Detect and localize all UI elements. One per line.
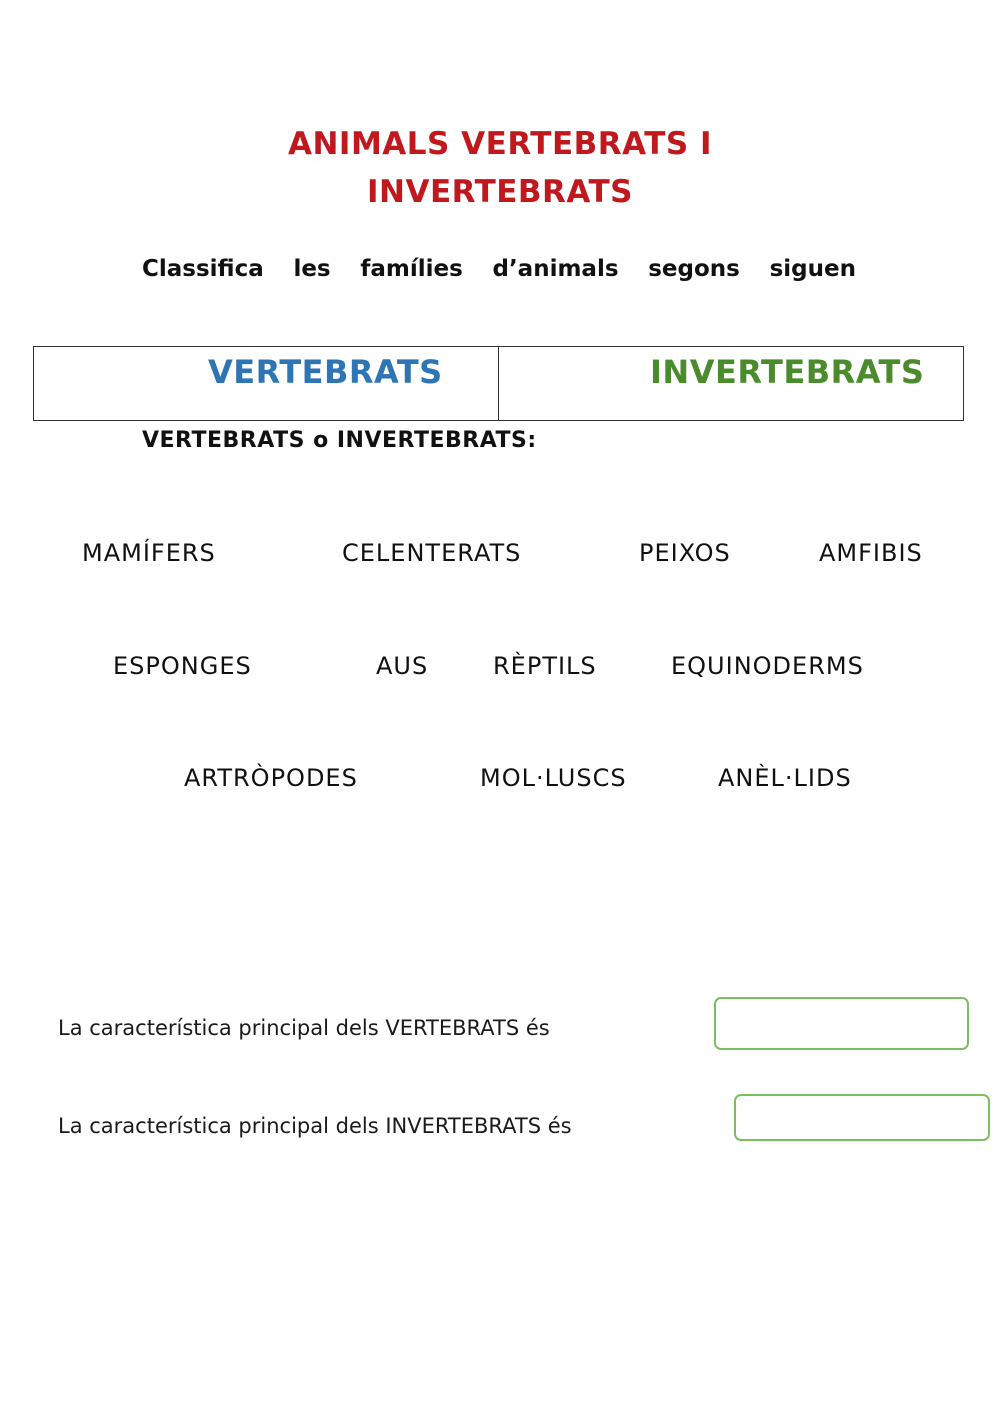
draggable-word-esponges[interactable]: ESPONGES (113, 652, 252, 680)
draggable-word-anellids[interactable]: ANÈL·LIDS (718, 764, 852, 792)
title-line-2: INVERTEBRATS (366, 174, 633, 210)
instruction-word: segons (648, 256, 740, 282)
vertebrats-column-heading: VERTEBRATS (208, 353, 443, 391)
subheading: VERTEBRATS o INVERTEBRATS: (142, 428, 537, 453)
instruction-text (142, 256, 856, 282)
question-invertebrats: La característica principal dels INVERTEBRATS és (58, 1114, 572, 1138)
invertebrats-column-heading: INVERTEBRATS (650, 353, 925, 391)
instruction-word: d’animals (492, 256, 619, 282)
worksheet-title (0, 120, 1000, 216)
draggable-word-aus[interactable]: AUS (376, 652, 429, 680)
instruction-word: famílies (360, 256, 463, 282)
invertebrats-drop-zone[interactable] (498, 347, 963, 420)
draggable-word-celenterats[interactable]: CELENTERATS (342, 539, 522, 567)
draggable-word-amfibis[interactable]: AMFIBIS (819, 539, 923, 567)
draggable-word-peixos[interactable]: PEIXOS (639, 539, 731, 567)
draggable-word-reptils[interactable]: RÈPTILS (493, 652, 597, 680)
instruction-word: siguen (769, 256, 856, 282)
draggable-word-mamifers[interactable]: MAMÍFERS (82, 539, 216, 567)
vertebrats-drop-zone[interactable] (34, 347, 498, 420)
instruction-word: les (293, 256, 331, 282)
draggable-word-artropodes[interactable]: ARTRÒPODES (184, 764, 358, 792)
draggable-word-equinoderms[interactable]: EQUINODERMS (671, 652, 864, 680)
classification-table (33, 346, 964, 421)
answer-field-vertebrats[interactable] (714, 997, 969, 1050)
answer-field-invertebrats[interactable] (734, 1094, 990, 1141)
question-vertebrats: La característica principal dels VERTEBRATS és (58, 1016, 550, 1040)
instruction-word: Classifica (142, 256, 264, 282)
title-line-1: ANIMALS VERTEBRATS I (287, 126, 713, 162)
draggable-word-molluscs[interactable]: MOL·LUSCS (480, 764, 627, 792)
